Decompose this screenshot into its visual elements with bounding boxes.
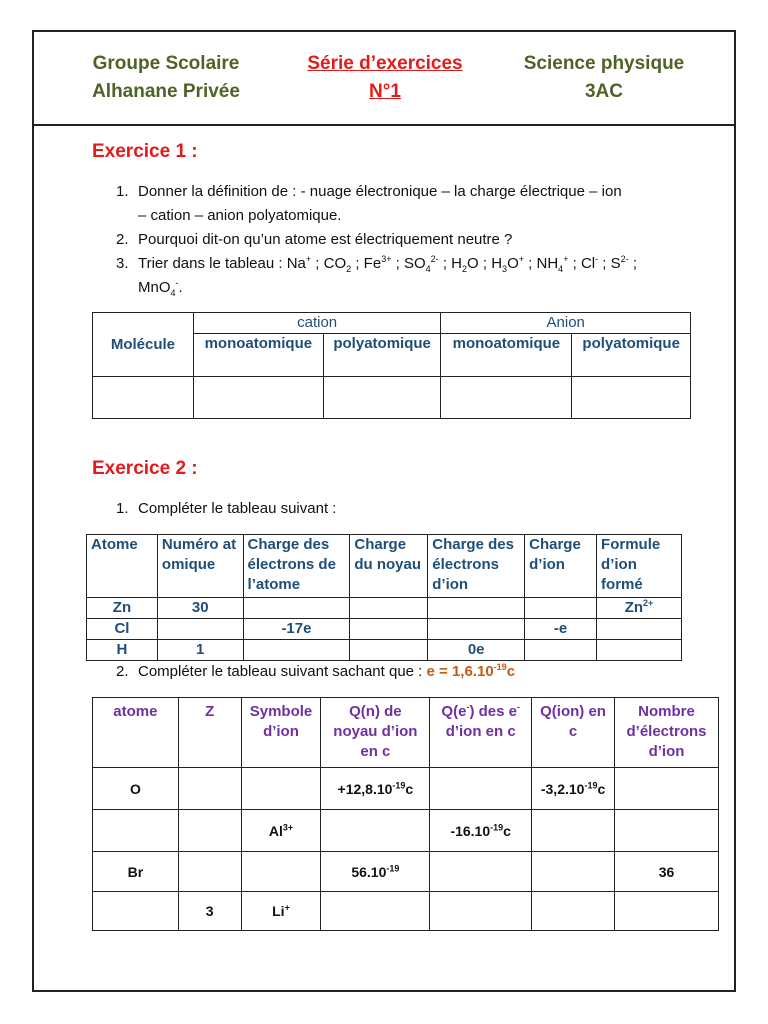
zn-ion-formula: $Zn^{2+}$ [597, 598, 682, 619]
header-symbole: Symbole d’ion [241, 698, 321, 768]
header-qion: Q(ion) en c [532, 698, 615, 768]
ex2-table-1 [86, 534, 682, 661]
header-molecule: Molécule [93, 313, 194, 377]
table-cell [193, 377, 323, 419]
table-cell [323, 377, 441, 419]
header-atome: Atome [87, 535, 158, 598]
header-qn: Q(n) de noyau d’ion en c [321, 698, 430, 768]
ex1-sort-table [92, 312, 691, 419]
table-row: Cl -17e -e [87, 619, 682, 640]
series-title: Série d’exercices N°1 [307, 53, 463, 102]
header-z: Z [178, 698, 241, 768]
ex1-question-3: 3. Trier dans le tableau : Na+ ; $CO_2$ ; $Fe^{3+}$ ; $SO_4^{2-}$ ; $H_2O$ ; $H_3O^+$ ; $NH_4^+$ ; Cl- ; $S^{2-}$ ; MnO$_4$-. [116, 254, 637, 298]
ex1-question-1: 1. Donner la définition de : - nuage électronique – la charge électrique – ion – cation – anion polyatomique. [116, 183, 622, 224]
table-cell [572, 377, 691, 419]
table-row: 3 Li+ [93, 892, 719, 931]
exercise-2-title: Exercice 2 : [92, 458, 198, 479]
header-numero: Numéro atomique [157, 535, 243, 598]
table-row: Zn 30 $Zn^{2+}$ [87, 598, 682, 619]
header-cation-mono: monoatomique [193, 334, 323, 377]
ex2-question-1: 1. Compléter le tableau suivant : [116, 500, 337, 517]
ex1-question-2: 2. Pourquoi dit-on qu’un atome est électriquement neutre ? [116, 231, 513, 248]
header-qe: Q(e-) des e- d’ion en c [430, 698, 532, 768]
table-row: H 1 0e [87, 640, 682, 661]
table-cell [93, 377, 194, 419]
exercise-1-title: Exercice 1 : [92, 141, 198, 162]
school-name: Groupe Scolaire Alhanane Privée [92, 53, 240, 102]
header-charge-ion: Charge d’ion [525, 535, 597, 598]
header-nombre: Nombre d’électrons d’ion [615, 698, 719, 768]
header-anion-poly: polyatomique [572, 334, 691, 377]
header-formule: Formule d’ion formé [597, 535, 682, 598]
subject: Science physique 3AC [523, 53, 685, 102]
table-row: O $+12,8.10^{-19}c$ $-3,2.10^{-19}c$ [93, 768, 719, 810]
header-charge-electrons-atome: Charge des électrons de l’atome [243, 535, 350, 598]
table-cell [441, 377, 572, 419]
header-anion-mono: monoatomique [441, 334, 572, 377]
table-row: $Al^{3+}$ $-16.10^{-19}c$ [93, 810, 719, 852]
header [32, 30, 736, 126]
ex2-question-2: 2. Compléter le tableau suivant sachant que : $e = 1,6.10^{-19}c$ [116, 662, 516, 680]
ex2-table-2 [92, 697, 719, 931]
header-cation: cation [193, 313, 441, 334]
header-charge-electrons-ion: Charge des électrons d’ion [428, 535, 525, 598]
table-row: Br $56.10^{-19}$ 36 [93, 852, 719, 892]
header-anion: Anion [441, 313, 691, 334]
electron-charge-value: $e = 1,6.10^{-19}c$ [426, 662, 516, 680]
header-charge-noyau: Charge du noyau [350, 535, 428, 598]
header-atome: atome [93, 698, 179, 768]
header-cation-poly: polyatomique [323, 334, 441, 377]
